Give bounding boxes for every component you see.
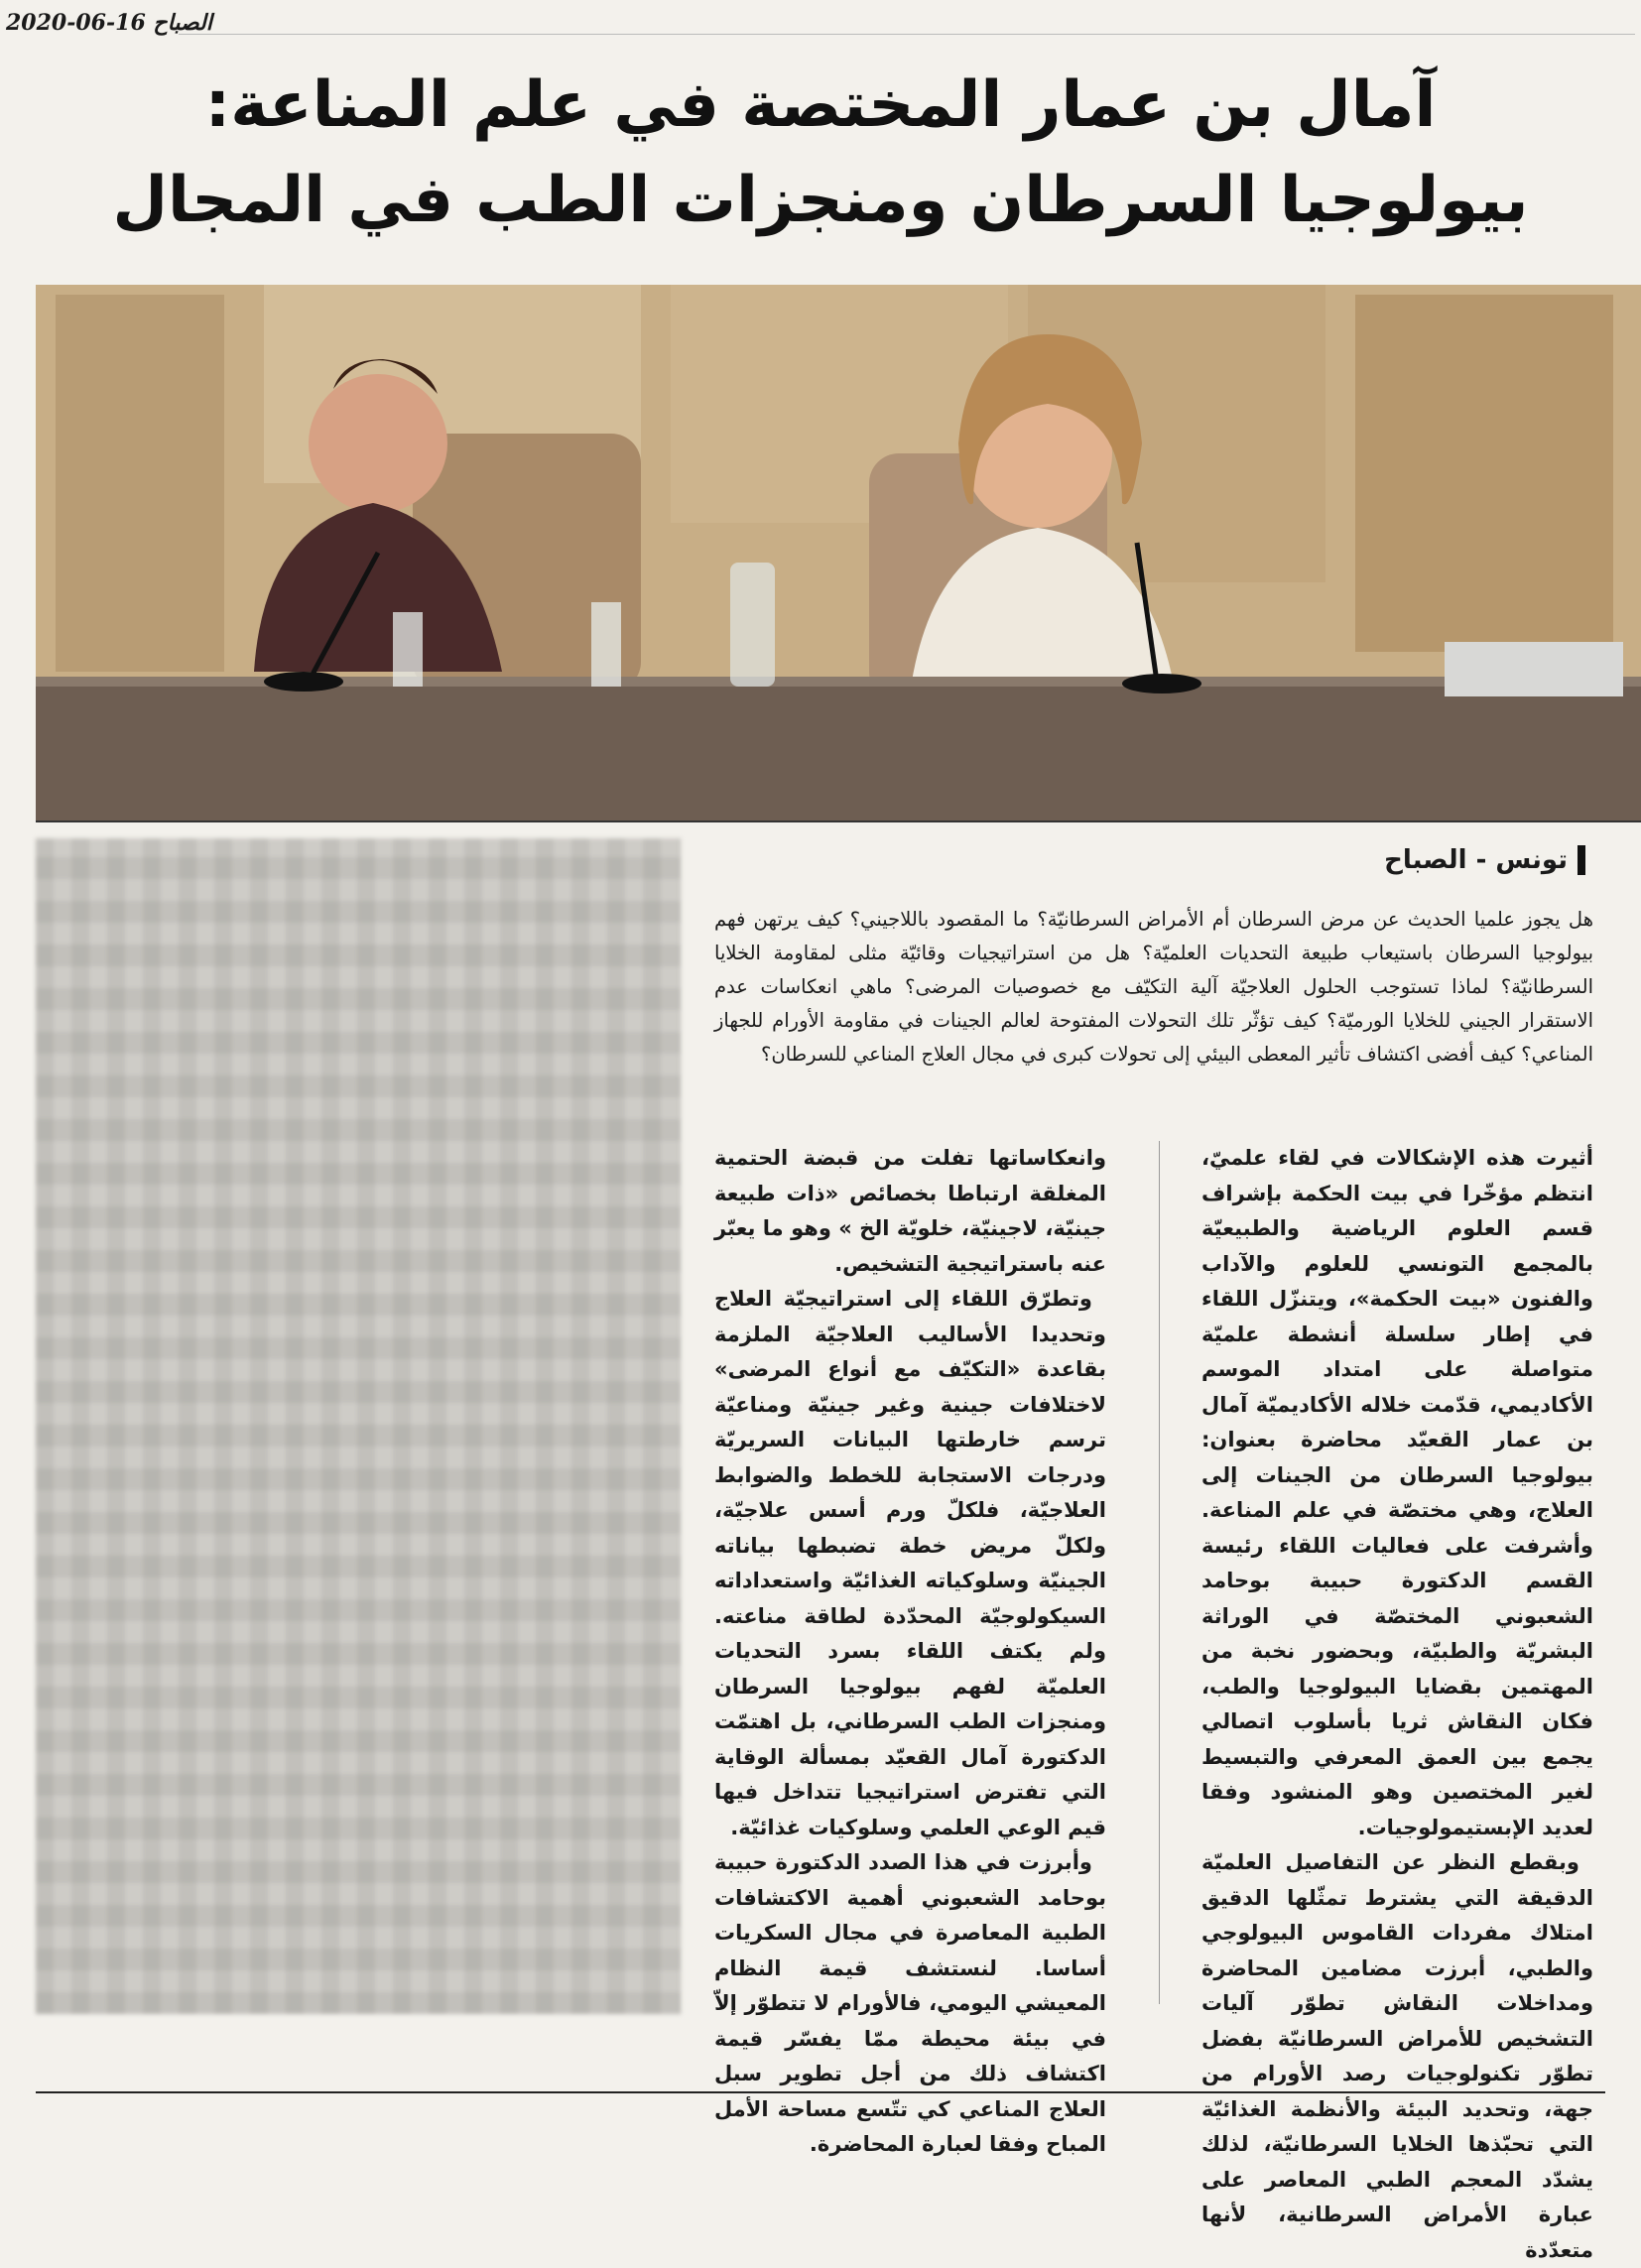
article-column-right — [1201, 1141, 1593, 2268]
column-divider — [1159, 1141, 1160, 2004]
conference-photo-icon — [36, 285, 1641, 820]
masthead-date: الصباح 16-06-2020 — [6, 10, 212, 36]
column-left-paragraph-3: وأبرزت في هذا الصدد الدكتورة حبيبة بوحامد الشعبوني أهمية الاكتشافات الطبية المعاصرة في مجال السكريات أساسا. لنستشف قيمة النظام المعيشي اليومي، فالأورام لا تتطوّر إلاّ في بيئة محيطة ممّا يفسّر قيمة اكتشاف ذلك من أجل تطوير سبل العلاج المناعي كي تتّسع مساحة الأمل المباح وفقا لعبارة المحاضرة. — [714, 1850, 1106, 2156]
article-headline — [60, 58, 1581, 248]
headline-line-2: بيولوجيا السرطان ومنجزات الطب في المجال — [112, 164, 1529, 237]
intro-paragraph: هل يجوز علميا الحديث عن مرض السرطان أم الأمراض السرطانيّة؟ ما المقصود باللاجيني؟ كيف يرتهن فهم بيولوجيا السرطان باستيعاب طبيعة التحديات العلميّة؟ هل من استراتيجيات وقائيّة مثلى لمقاومة الخلايا السرطانيّة؟ لماذا تستوجب الحلول العلاجيّة آلية التكيّف مع خصوصيات المرضى؟ ماهي انعكاسات عدم الاستقرار الجيني للخلايا الورميّة؟ كيف تؤثّر تلك التحولات المفتوحة لعالم الجينات في مقاومة الأورام للجهاز المناعي؟ كيف أفضى اكتشاف تأثير المعطى البيئي إلى تحولات كبرى في مجال العلاج المناعي للسرطان؟ — [714, 908, 1593, 1066]
column-left-paragraph-2: وتطرّق اللقاء إلى استراتيجيّة العلاج وتحديدا الأساليب العلاجيّة الملزمة بقاعدة «التكيّف مع أنواع المرضى» لاختلافات جينية وغير جينيّة ومناعيّة ترسم خارطتها البيانات السريريّة ودرجات الاستجابة للخطط والضوابط العلاجيّة، فلكلّ ورم أسس علاجيّة، ولكلّ مريض خطة تضبطها بياناته الجينيّة وسلوكياته الغذائيّة واستعداداته السيكولوجيّة المحدّدة لطاقة مناعته. ولم يكتف اللقاء بسرد التحديات العلميّة لفهم بيولوجيا السرطان ومنجزات الطب السرطاني، بل اهتمّت الدكتورة آمال القعيّد بمسألة الوقاية التي تفترض استراتيجيا تتداخل فيها قيم الوعي العلمي وسلوكيات غذائيّة. — [714, 1287, 1106, 1839]
byline-text: تونس - الصباح — [1384, 845, 1568, 875]
article-photo — [36, 285, 1641, 822]
bottom-rule — [36, 2091, 1605, 2093]
top-rule — [179, 34, 1635, 35]
column-right-paragraph-2: وبقطع النظر عن التفاصيل العلميّة الدقيقة التي يشترط تمثّلها الدقيق امتلاك مفردات القاموس البيولوجي والطبي، أبرزت مضامين المحاضرة ومداخلات النقاش تطوّر آليات التشخيص للأمراض السرطانيّة بفضل تطوّر تكنولوجيات رصد الأورام من جهة، وتحديد البيئة والأنظمة الغذائيّة التي تحبّذها الخلايا السرطانيّة، لذلك يشدّد المعجم الطبي المعاصر على عبارة الأمراض السرطانية، لأنها متعدّدة — [1201, 1850, 1593, 2262]
byline — [1384, 845, 1585, 875]
article-intro — [714, 903, 1593, 1071]
byline-bar-icon — [1578, 845, 1585, 875]
column-right-paragraph-1: أثيرت هذه الإشكالات في لقاء علميّ، انتظم مؤخّرا في بيت الحكمة بإشراف قسم العلوم الرياضية والطبيعيّة بالمجمع التونسي للعلوم والآداب والفنون «بيت الحكمة»، ويتنزّل اللقاء في إطار سلسلة أنشطة علميّة متواصلة على امتداد الموسم الأكاديمي، قدّمت خلاله الأكاديميّة آمال بن عمار القعيّد محاضرة بعنوان: بيولوجيا السرطان من الجينات إلى العلاج، وهي مختصّة في علم المناعة. وأشرفت على فعاليات اللقاء رئيسة القسم الدكتورة حبيبة بوحامد الشعبوني المختصّة في الوراثة البشريّة والطبيّة، وبحضور نخبة من المهتمين بقضايا البيولوجيا والطب، فكان النقاش ثريا بأسلوب اتصالي يجمع بين العمق المعرفي والتبسيط لغير المختصين وهو المنشود وفقا لعديد الإبستيمولوجيات. — [1201, 1146, 1593, 1839]
article-column-left — [714, 1141, 1106, 2163]
column-left-paragraph-1: وانعكاساتها تفلت من قبضة الحتمية المغلقة ارتباطا بخصائص «ذات طبيعة جينيّة، لاجينيّة، خلويّة الخ » وهو ما يعبّر عنه باستراتيجية التشخيص. — [714, 1146, 1106, 1276]
redacted-ad-frame — [36, 838, 681, 2014]
headline-line-1: آمال بن عمار المختصة في علم المناعة: — [204, 68, 1437, 142]
